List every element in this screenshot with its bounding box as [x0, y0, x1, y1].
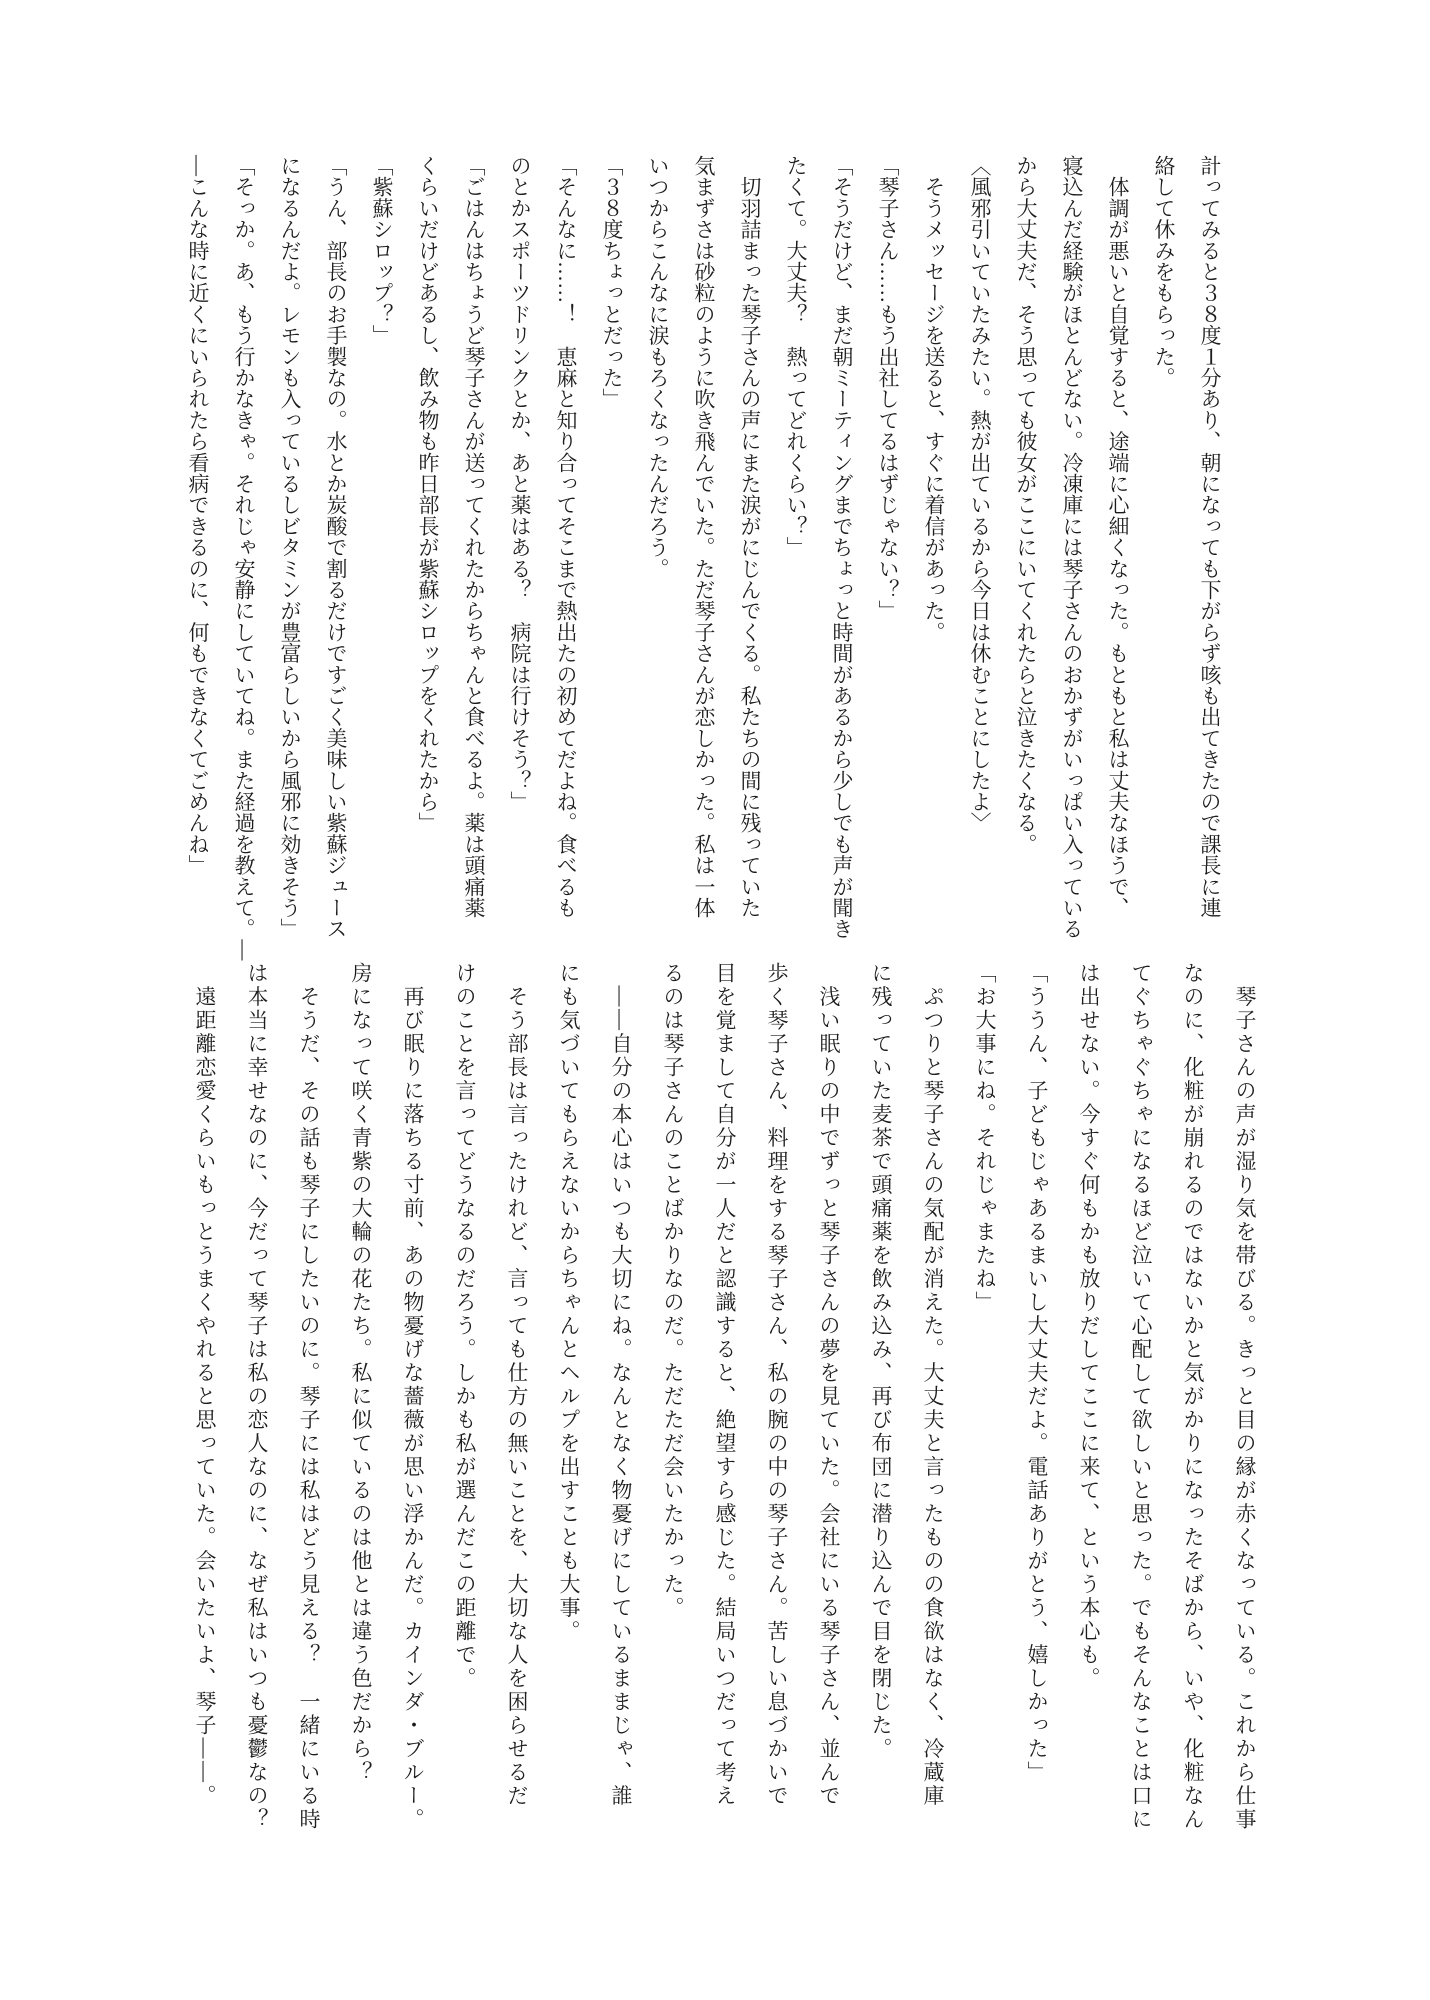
text-column: 切羽詰まった琴子さんの声にまた涙がにじんでくる。私たちの間に残っていた [738, 155, 762, 919]
text-column: 琴子さんの声が湿り気を帯びる。きっと目の縁が赤くなっている。これから仕事 [1233, 962, 1257, 1832]
text-column: は出せない。今すぐ何もかも放りだしてここに来て、という本心も。 [1077, 962, 1101, 1691]
text-column: 「琴子さん……もう出社してるはずじゃない？」 [876, 155, 900, 622]
text-column: に残っていた麦茶で頭痛薬を飲み込み、再び布団に潜り込んで目を閉じた。 [869, 962, 893, 1761]
text-column: にも気づいてもらえないからちゃんとヘルプを出すことも大事。 [557, 962, 581, 1644]
text-column: 「そっか。あ、もう行かなきゃ。それじゃ安静にしていてね。また経過を教えて。― [232, 155, 256, 961]
text-column: なのに、化粧が崩れるのではないかと気がかりになったそばから、いや、化粧なん [1181, 962, 1205, 1832]
text-column: 「ごはんはちょうど琴子さんが送ってくれたからちゃんと食べるよ。薬は頭痛薬 [462, 155, 486, 919]
text-column: そうメッセージを送ると、すぐに着信があった。 [922, 155, 946, 643]
text-column: は本当に幸せなのに、今だって琴子は私の恋人なのに、なぜ私はいつも憂鬱なの？ [245, 962, 269, 1832]
text-column: くらいだけどあるし、飲み物も昨日部長が紫蘇シロップをくれたから」 [416, 155, 440, 834]
text-column: そうだ、その話も琴子にしたいのに。琴子には私はどう見える？ 一緒にいる時 [297, 962, 321, 1832]
text-column: 絡して休みをもらった。 [1152, 155, 1176, 389]
text-column: るのは琴子さんのことばかりなのだ。ただただ会いたかった。 [661, 962, 685, 1620]
text-column: 「３８度ちょっとだった」 [600, 155, 624, 410]
text-column: てぐちゃぐちゃになるほど泣いて心配して欲しいと思った。でもそんなことは口に [1129, 962, 1153, 1832]
text-column: ――自分の本心はいつも大切にね。なんとなく物憂げにしているままじゃ、誰 [609, 962, 633, 1808]
text-column: のとかスポーツドリンクとか、あと薬はある？ 病院は行けそう？」 [508, 155, 532, 813]
text-column: から大丈夫だ、そう思っても彼女がここにいてくれたらと泣きたくなる。 [1014, 155, 1038, 855]
text-column: 体調が悪いと自覚すると、途端に心細くなった。もともと私は丈夫なほうで、 [1106, 155, 1130, 919]
text-column: 目を覚まして自分が一人だと認識すると、絶望すら感じた。結局いつだって考え [713, 962, 737, 1808]
text-column: 「ううん、子どもじゃあるまいし大丈夫だよ。電話ありがとう、嬉しかった」 [1025, 962, 1049, 1785]
text-column: 計ってみると３８度１分あり、朝になっても下がらず咳も出てきたので課長に連 [1198, 155, 1222, 919]
text-column: 「そんなに……！ 恵麻と知り合ってそこまで熱出たの初めてだよね。食べるも [554, 155, 578, 919]
text-column: たくて。大丈夫？ 熱ってどれくらい？」 [784, 155, 808, 558]
text-column: 「紫蘇シロップ？」 [370, 155, 394, 346]
bottom-text-block [179, 962, 1271, 1842]
text-column: 「うん、部長のお手製なの。水とか炭酸で割るだけですごく美味しい紫蘇ジュース [324, 155, 348, 940]
text-column: 遠距離恋愛くらいもっとうまくやれると思っていた。会いたいよ、琴子――。 [193, 962, 217, 1808]
text-column: 〈風邪引いていたみたい。熱が出ているから今日は休むことにしたよ〉 [968, 155, 992, 834]
text-column: 「お大事にね。それじゃまたね」 [973, 962, 997, 1315]
text-column: ぷつりと琴子さんの気配が消えた。大丈夫と言ったものの食欲はなく、冷蔵庫 [921, 962, 945, 1808]
text-column: 寝込んだ経験がほとんどない。冷凍庫には琴子さんのおかずがいっぱい入っている [1060, 155, 1084, 940]
text-column: 再び眠りに落ちる寸前、あの物憂げな薔薇が思い浮かんだ。カインダ・ブルー。 [401, 962, 425, 1832]
top-text-block [175, 155, 1233, 965]
text-column: いつからこんなに涙もろくなったんだろう。 [646, 155, 670, 579]
text-column: そう部長は言ったけれど、言っても仕方の無いことを、大切な人を困らせるだ [505, 962, 529, 1808]
text-column: になるんだよ。レモンも入っているしビタミンが豊富らしいから風邪に効きそう」 [278, 155, 302, 940]
text-column: 房になって咲く青紫の大輪の花たち。私に似ているのは他とは違う色だから？ [349, 962, 373, 1785]
text-column: 歩く琴子さん、料理をする琴子さん、私の腕の中の琴子さん。苦しい息づかいで [765, 962, 789, 1808]
text-column: 気まずさは砂粒のように吹き飛んでいた。ただ琴子さんが恋しかった。私は一体 [692, 155, 716, 919]
text-column: ―こんな時に近くにいられたら看病できるのに、何もできなくてごめんね」 [186, 155, 210, 876]
text-column: けのことを言ってどうなるのだろう。しかも私が選んだこの距離で。 [453, 962, 477, 1691]
text-column: 「そうだけど、まだ朝ミーティングまでちょっと時間があるから少しでも声が聞き [830, 155, 854, 940]
text-column: 浅い眠りの中でずっと琴子さんの夢を見ていた。会社にいる琴子さん、並んで [817, 962, 841, 1808]
